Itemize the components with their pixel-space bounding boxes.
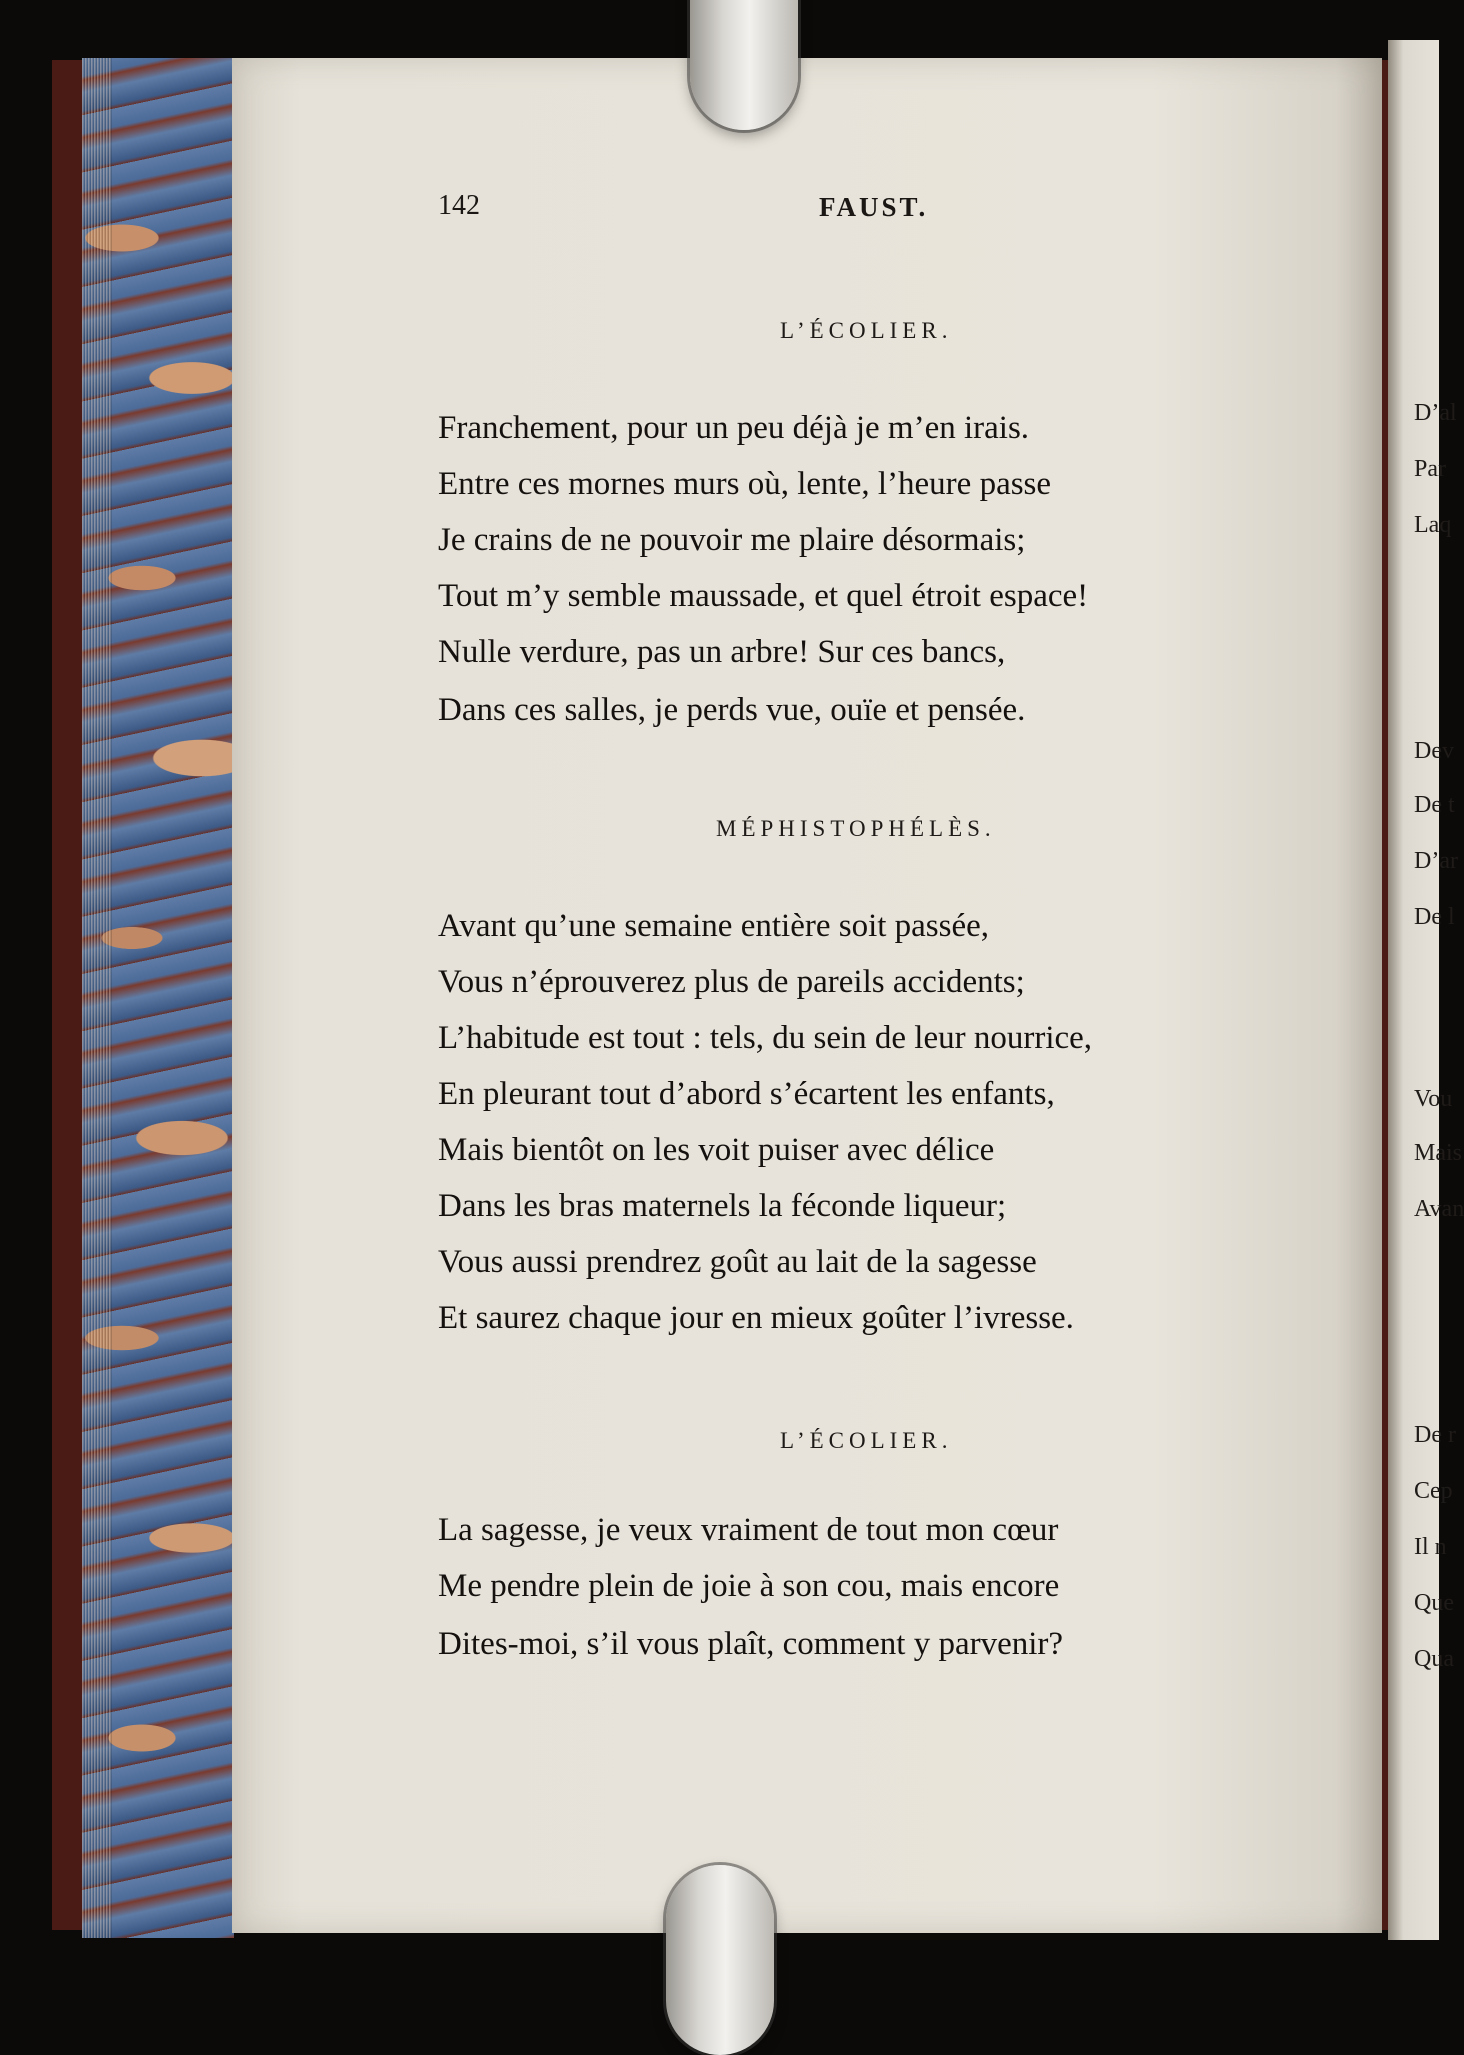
facing-page-fragment: De t: [1414, 792, 1455, 818]
page-number: 142: [438, 190, 480, 221]
facing-page-fragment: Mais: [1414, 1140, 1462, 1166]
facing-page-fragment: Laq: [1414, 512, 1452, 538]
verse-line: Vous n’éprouverez plus de pareils accidents;: [438, 964, 1025, 1000]
facing-page-fragment: Cep: [1414, 1478, 1453, 1504]
verse-line: Dites-moi, s’il vous plaît, comment y parvenir?: [438, 1626, 1064, 1662]
page-block-edges: [82, 58, 112, 1938]
verse-line: Avant qu’une semaine entière soit passée,: [438, 908, 990, 944]
verse-line: Me pendre plein de joie à son cou, mais encore: [438, 1568, 1060, 1604]
verse-line: Dans les bras maternels la féconde liqueur;: [438, 1188, 1007, 1224]
facing-page-fragment: Vou: [1414, 1086, 1453, 1112]
speaker-name: L’ÉCOLIER.: [780, 1428, 953, 1453]
facing-page-fragment: Par: [1414, 456, 1446, 482]
speaker-name: L’ÉCOLIER.: [780, 318, 953, 343]
verse-line: Dans ces salles, je perds vue, ouïe et pensée.: [438, 692, 1026, 728]
verse-line: Et saurez chaque jour en mieux goûter l’ivresse.: [438, 1300, 1074, 1336]
verse-line: Mais bientôt on les voit puiser avec délice: [438, 1132, 995, 1168]
page-clamp-bottom: [666, 1865, 774, 2055]
verse-line: Vous aussi prendrez goût au lait de la sagesse: [438, 1244, 1037, 1280]
speaker-name: MÉPHISTOPHÉLÈS.: [716, 816, 996, 841]
facing-page-fragment: D’al: [1414, 400, 1457, 426]
verse-line: La sagesse, je veux vraiment de tout mon cœur: [438, 1512, 1059, 1548]
facing-page-fragment: Que: [1414, 1590, 1454, 1616]
verse-line: Tout m’y semble maussade, et quel étroit espace!: [438, 578, 1089, 614]
facing-page-fragment: D’ar: [1414, 848, 1458, 874]
facing-page-fragment: Qua: [1414, 1646, 1454, 1672]
facing-page-fragment: Avan: [1414, 1196, 1464, 1222]
running-head: FAUST.: [819, 192, 929, 222]
verse-line: Je crains de ne pouvoir me plaire désormais;: [438, 522, 1026, 558]
verse-line: Nulle verdure, pas un arbre! Sur ces bancs,: [438, 634, 1006, 670]
verse-line: L’habitude est tout : tels, du sein de leur nourrice,: [438, 1020, 1093, 1056]
verse-line: Entre ces mornes murs où, lente, l’heure passe: [438, 466, 1052, 502]
facing-page-fragment: Il n: [1414, 1534, 1447, 1560]
page-clamp-top: [690, 0, 798, 130]
facing-page-fragment: Dev: [1414, 738, 1454, 764]
facing-page-fragment: De r: [1414, 1422, 1456, 1448]
verse-line: En pleurant tout d’abord s’écartent les enfants,: [438, 1076, 1055, 1112]
facing-page-fragment: De l: [1414, 904, 1455, 930]
verse-line: Franchement, pour un peu déjà je m’en irais.: [438, 410, 1030, 446]
